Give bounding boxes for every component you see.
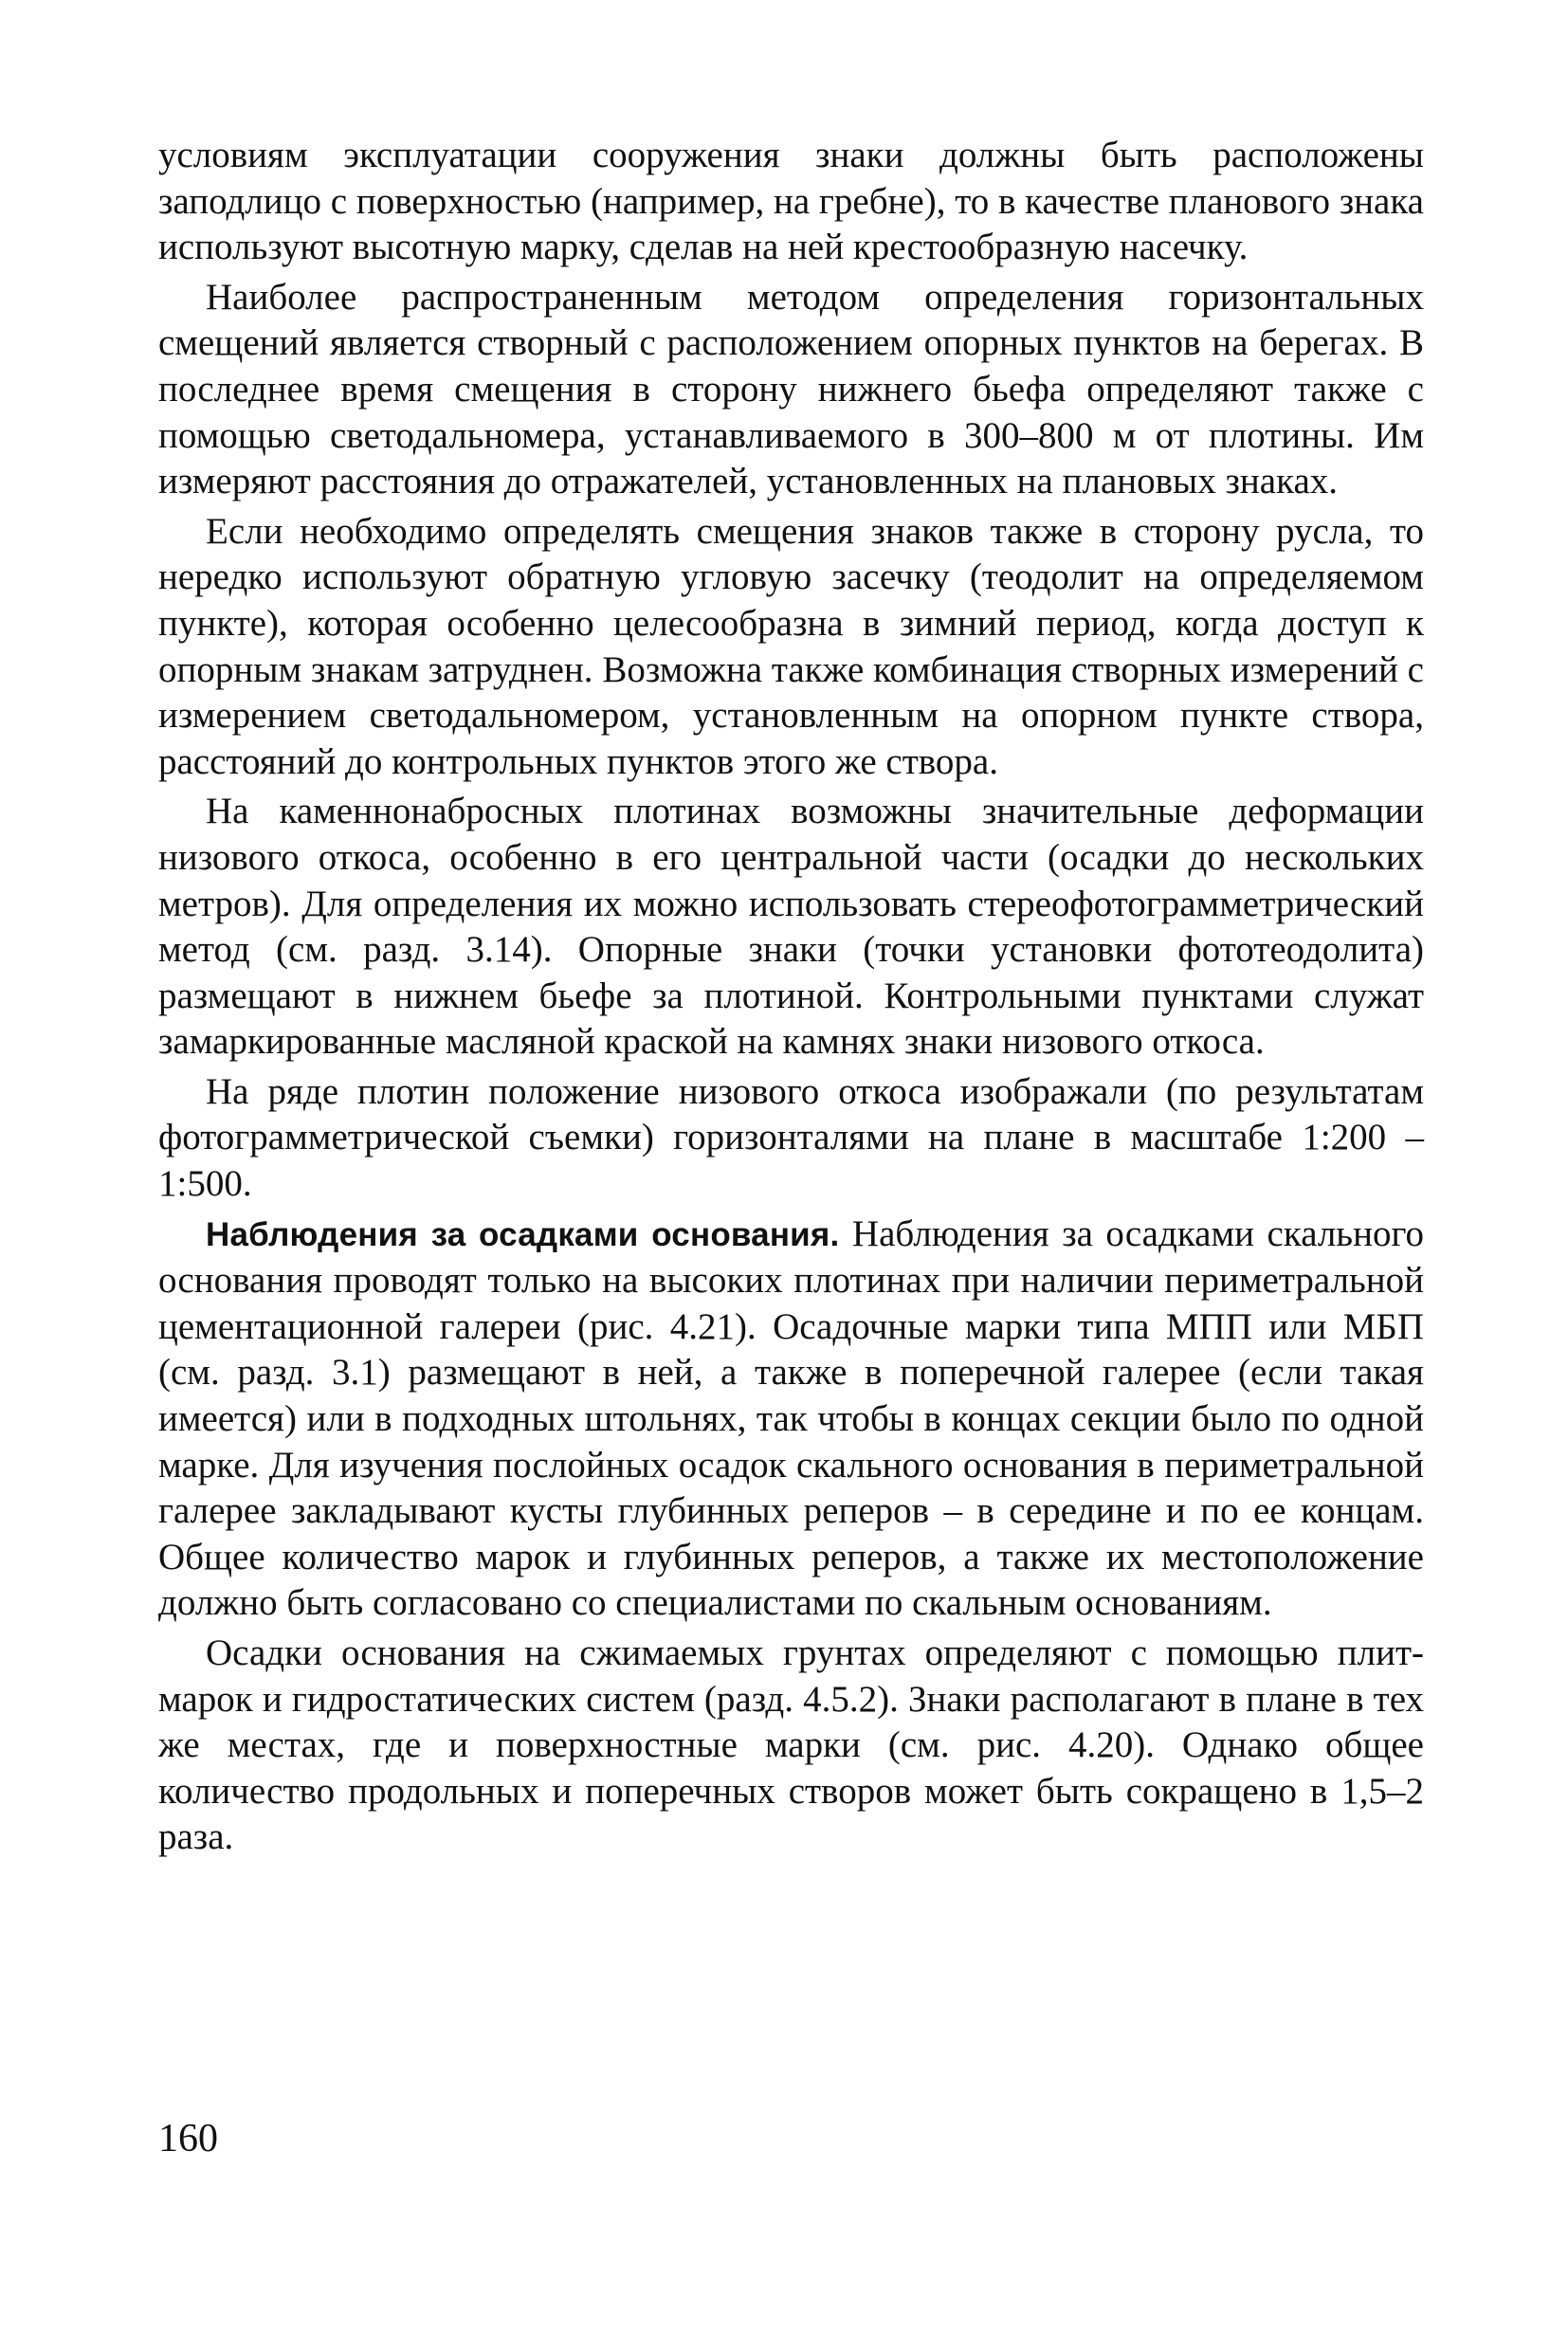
paragraph-2: Наиболее распространенным методом определения горизонтальных смещений является створный с расположением опорных пунктов на берегах. В последнее время смещения в сторону нижнего бьефа определяют также с помощью светодальномера, устанавливаемого в 300–800 м от плотины. Им измеряют расстояния до отражателей, установленных на плановых знаках. [158,276,1424,502]
paragraph-6 [158,1212,1424,1627]
paragraph-5: На ряде плотин положение низового откоса изображали (по результатам фотограмметрической съемки) горизонталями на плане в масштабе 1:200 – 1:500. [158,1070,1424,1205]
run-in-heading: Наблюдения за осадками основания. [206,1215,840,1253]
page-body [158,133,1424,1861]
paragraph-7: Осадки основания на сжимаемых грунтах определяют с помощью плит-марок и гидростатических систем (разд. 4.5.2). Знаки располагают в плане в тех же местах, где и поверхностные марки (см. рис. 4.20). Однако общее количество продольных и поперечных створов может быть сокращено в 1,5–2 раза. [158,1632,1424,1858]
paragraph-3: Если необходимо определять смещения знаков также в сторону русла, то нередко используют обратную угловую засечку (теодолит на определяемом пункте), которая особенно целесообразна в зимний период, когда доступ к опорным знакам затруднен. Возможна также комбинация створных измерений с измерением светодальномером, установленным на опорном пункте створа, расстояний до контрольных пунктов этого же створа. [158,510,1424,782]
paragraph-4: На каменнонабросных плотинах возможны значительные деформации низового откоса, особенно в его центральной части (осадки до нескольких метров). Для определения их можно использовать стереофотограмметрический метод (см. разд. 3.14). Опорные знаки (точки установки фототеодолита) размещают в нижнем бьефе за плотиной. Контрольными пунктами служат замаркированные масляной краской на камнях знаки низового откоса. [158,791,1424,1063]
page-number: 160 [158,2117,218,2161]
paragraph-1: условиям эксплуатации сооружения знаки должны быть расположены заподлицо с поверхностью (например, на гребне), то в качестве планового знака используют высотную марку, сделав на ней крестообразную насечку. [158,135,1424,268]
paragraph-6-text: Наблюдения за осадками скального основания проводят только на высоких плотинах при наличии периметральной цементационной галереи (рис. 4.21). Осадочные марки типа МПП или МБП (см. разд. 3.1) размещают в ней, а также в поперечной галерее (если такая имеется) или в подходных штольнях, так чтобы в концах секции было по одной марке. Для изучения послойных осадок скального основания в периметральной галерее закладывают кусты глубинных реперов – в середине и по ее концам. Общее количество марок и глубинных реперов, а также их местоположение должно быть согласовано со специалистами по скальным основаниям. [158,1212,1424,1624]
